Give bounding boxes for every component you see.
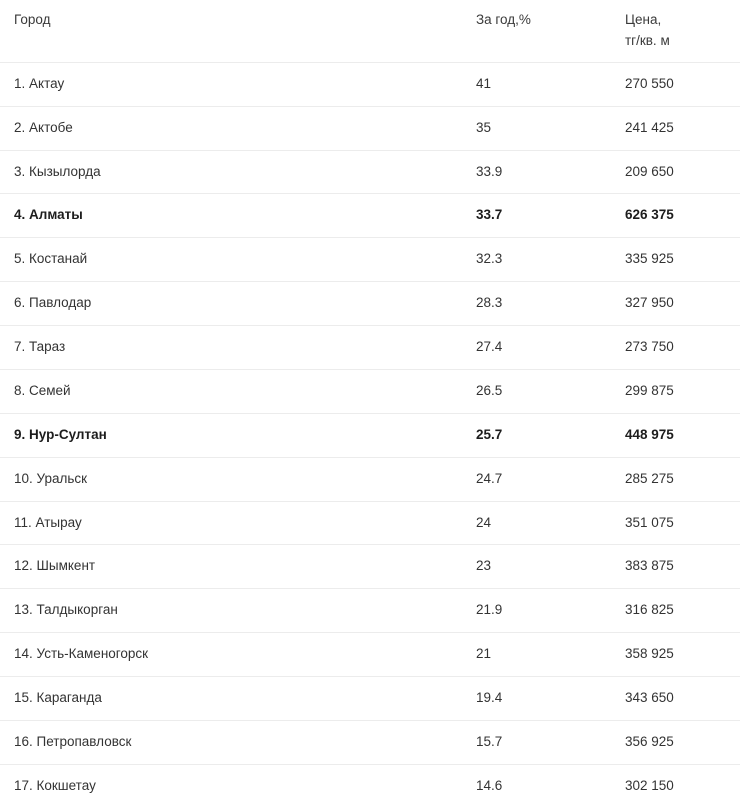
cell-price: 356 925 <box>625 720 740 764</box>
cell-year-change: 19.4 <box>462 677 625 721</box>
cell-city: 16. Петропавловск <box>0 720 462 764</box>
table-body <box>0 62 740 807</box>
cell-year-change: 23 <box>462 545 625 589</box>
cell-year-change: 32.3 <box>462 238 625 282</box>
column-header-year-change: За год,% <box>462 0 625 62</box>
table-row <box>0 150 740 194</box>
cell-price: 448 975 <box>625 413 740 457</box>
table-row <box>0 589 740 633</box>
table-row <box>0 106 740 150</box>
cell-city: 6. Павлодар <box>0 282 462 326</box>
cell-price: 273 750 <box>625 326 740 370</box>
table-row <box>0 633 740 677</box>
cell-city: 11. Атырау <box>0 501 462 545</box>
cell-year-change: 33.9 <box>462 150 625 194</box>
table-row <box>0 545 740 589</box>
cell-city: 7. Тараз <box>0 326 462 370</box>
cell-price: 209 650 <box>625 150 740 194</box>
table-row <box>0 62 740 106</box>
cell-price: 335 925 <box>625 238 740 282</box>
cell-year-change: 28.3 <box>462 282 625 326</box>
cell-price: 285 275 <box>625 457 740 501</box>
cell-city: 9. Нур-Султан <box>0 413 462 457</box>
cell-price: 343 650 <box>625 677 740 721</box>
table-row <box>0 764 740 807</box>
column-header-price-line2: тг/кв. м <box>625 32 670 48</box>
table-row <box>0 238 740 282</box>
table-row <box>0 457 740 501</box>
cell-price: 270 550 <box>625 62 740 106</box>
table-row <box>0 413 740 457</box>
column-header-price <box>625 0 740 62</box>
cell-city: 10. Уральск <box>0 457 462 501</box>
cell-year-change: 21.9 <box>462 589 625 633</box>
cell-price: 302 150 <box>625 777 674 793</box>
cell-price: 358 925 <box>625 633 740 677</box>
table-row <box>0 677 740 721</box>
table-row <box>0 194 740 238</box>
cell-city: 1. Актау <box>0 62 462 106</box>
cell-year-change: 21 <box>462 633 625 677</box>
table-header <box>0 0 740 62</box>
cell-city: 3. Кызылорда <box>0 150 462 194</box>
cell-year-change: 24.7 <box>462 457 625 501</box>
cell-year-change: 24 <box>462 501 625 545</box>
cell-city: 2. Актобе <box>0 106 462 150</box>
cell-price: 351 075 <box>625 501 740 545</box>
cell-city: 14. Усть-Каменогорск <box>0 633 462 677</box>
cell-year-change: 27.4 <box>462 326 625 370</box>
cell-year-change: 25.7 <box>462 413 625 457</box>
table-row <box>0 282 740 326</box>
cell-city: 4. Алматы <box>0 194 462 238</box>
cell-price: 241 425 <box>625 106 740 150</box>
cell-price: 327 950 <box>625 282 740 326</box>
table-row <box>0 326 740 370</box>
cell-year-change: 33.7 <box>462 194 625 238</box>
cell-city: 17. Кокшетау <box>14 777 96 793</box>
cell-year-change: 15.7 <box>462 720 625 764</box>
table-row <box>0 501 740 545</box>
cell-price: 316 825 <box>625 589 740 633</box>
cell-price: 299 875 <box>625 369 740 413</box>
table-row <box>0 369 740 413</box>
table-row <box>0 720 740 764</box>
cell-price: 383 875 <box>625 545 740 589</box>
cell-year-change: 41 <box>462 62 625 106</box>
cell-year-change: 35 <box>462 106 625 150</box>
column-header-city: Город <box>0 0 462 62</box>
cell-price: 626 375 <box>625 194 740 238</box>
cell-city: 8. Семей <box>0 369 462 413</box>
cell-city: 12. Шымкент <box>0 545 462 589</box>
cell-city: 5. Костанай <box>0 238 462 282</box>
cell-city: 13. Талдыкорган <box>0 589 462 633</box>
cell-year-change: 14.6 <box>476 777 503 793</box>
cell-year-change: 26.5 <box>462 369 625 413</box>
column-header-price-line1: Цена, <box>625 12 662 27</box>
cell-city: 15. Караганда <box>0 677 462 721</box>
table-header-row <box>0 0 740 62</box>
